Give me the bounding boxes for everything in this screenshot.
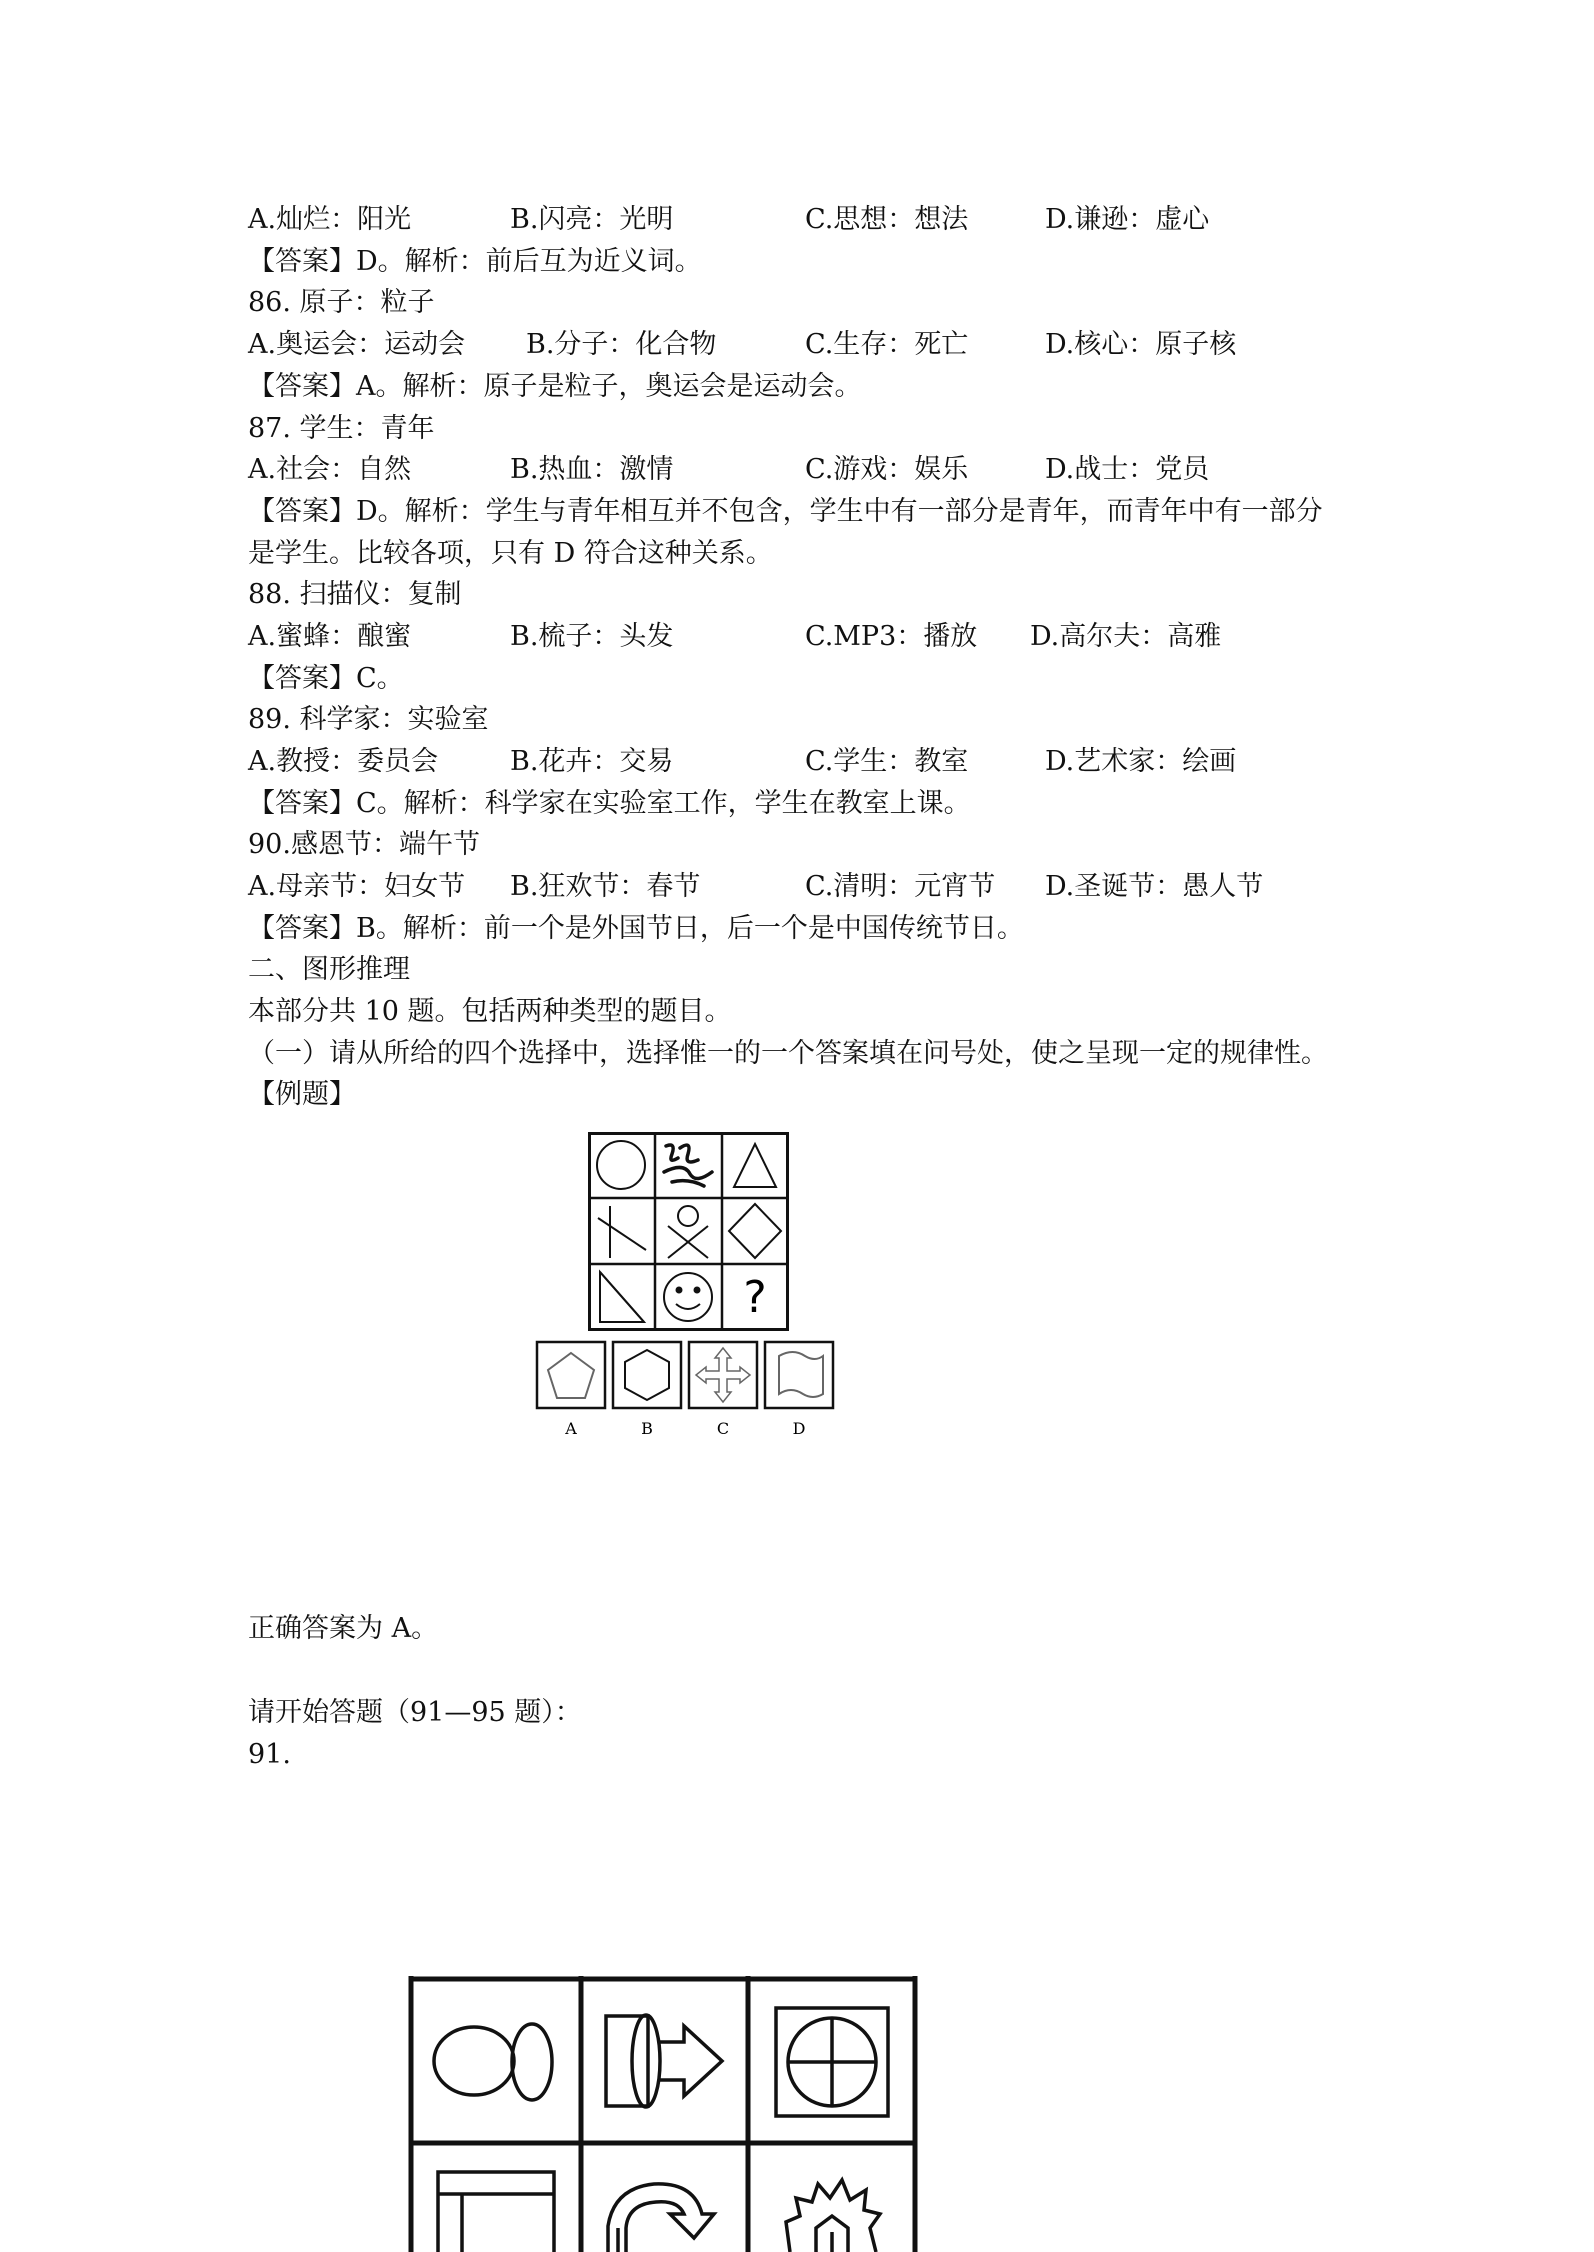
section-instruction: （一）请从所给的四个选择中，选择惟一的一个答案填在问号处，使之呈现一定的规律性。 [248,1038,1328,1069]
q87-answer-line1: 【答案】D。解析：学生与青年相互并不包含，学生中有一部分是青年，而青年中有一部分 [248,496,1323,527]
example-answer: 正确答案为 A。 [248,1613,439,1644]
arrow-block-shape [606,2015,722,2107]
q90-answer: 【答案】B。解析：前一个是外国节日，后一个是中国传统节日。 [248,913,1024,944]
q89-answer: 【答案】C。解析：科学家在实验室工作，学生在教室上课。 [248,788,971,819]
circle-shape [597,1141,645,1189]
circle-cross-square-shape [776,2008,888,2116]
start-prompt: 请开始答题（91—95 题）： [248,1697,582,1728]
q89-stem: 89. 科学家：实验室 [248,704,489,735]
q91-number: 91. [248,1739,291,1770]
q91-grid-figure [408,1976,918,2252]
stick-figure-shape [668,1206,708,1258]
option-a: A.蜜蜂：酿蜜 [248,621,412,652]
option-d: D.核心：原子核 [1045,329,1237,360]
question-mark: ? [743,1272,767,1323]
table-shape [438,2172,554,2252]
lines-shape [598,1206,646,1258]
section-title: 二、图形推理 [248,954,410,985]
option-d: D.圣诞节：愚人节 [1045,871,1264,902]
q86-stem: 86. 原子：粒子 [248,287,435,318]
option-label-a: A [565,1419,577,1438]
option-d: D.高尔夫：高雅 [1030,621,1222,652]
pentagon-shape [548,1353,594,1398]
option-label-d: D [792,1419,806,1438]
smiley-face-shape [664,1273,712,1321]
option-c: C.清明：元宵节 [805,871,996,902]
option-c: C.生存：死亡 [805,329,969,360]
diamond-shape [729,1204,781,1258]
q85-answer: 【答案】D。解析：前后互为近义词。 [248,246,702,277]
option-c: C.学生：教室 [805,746,969,777]
q90-stem: 90.感恩节：端午节 [248,829,480,860]
q87-stem: 87. 学生：青年 [248,413,435,444]
overlapping-ovals-shape [434,2024,552,2100]
q88-answer: 【答案】C。 [248,663,404,694]
option-c: C.MP3：播放 [805,621,978,652]
option-a: A.灿烂：阳光 [248,204,412,235]
q86-answer: 【答案】A。解析：原子是粒子，奥运会是运动会。 [248,371,862,402]
option-a: A.教授：委员会 [248,746,439,777]
four-arrow-cross-shape [696,1348,750,1402]
starburst-shape [786,2180,880,2252]
example-grid-figure [588,1132,790,1332]
option-b: B.梳子：头发 [510,621,674,652]
option-label-b: B [641,1419,653,1438]
option-b: B.分子：化合物 [526,329,717,360]
triangle-shape [734,1144,776,1187]
example-label: 【例题】 [248,1079,356,1110]
hexagon-shape [625,1350,669,1400]
option-b: B.闪亮：光明 [510,204,674,235]
q88-stem: 88. 扫描仪：复制 [248,579,462,610]
option-a: A.母亲节：妇女节 [248,871,466,902]
option-b: B.花卉：交易 [510,746,674,777]
section-intro: 本部分共 10 题。包括两种类型的题目。 [248,996,732,1027]
scribble-shape [664,1145,712,1186]
option-label-c: C [716,1419,730,1438]
option-d: D.谦逊：虚心 [1045,204,1210,235]
option-d: D.战士：党员 [1045,454,1210,485]
option-a: A.奥运会：运动会 [248,329,466,360]
option-d: D.艺术家：绘画 [1045,746,1237,777]
flag-shape [779,1352,823,1397]
option-b: B.狂欢节：春节 [510,871,701,902]
example-options-figure [535,1340,835,1446]
curved-arrow-shape [608,2184,714,2252]
q87-answer-line2: 是学生。比较各项，只有 D 符合这种关系。 [248,538,773,569]
option-a: A.社会：自然 [248,454,412,485]
option-c: C.游戏：娱乐 [805,454,969,485]
option-c: C.思想：想法 [805,204,969,235]
option-b: B.热血：激情 [510,454,674,485]
